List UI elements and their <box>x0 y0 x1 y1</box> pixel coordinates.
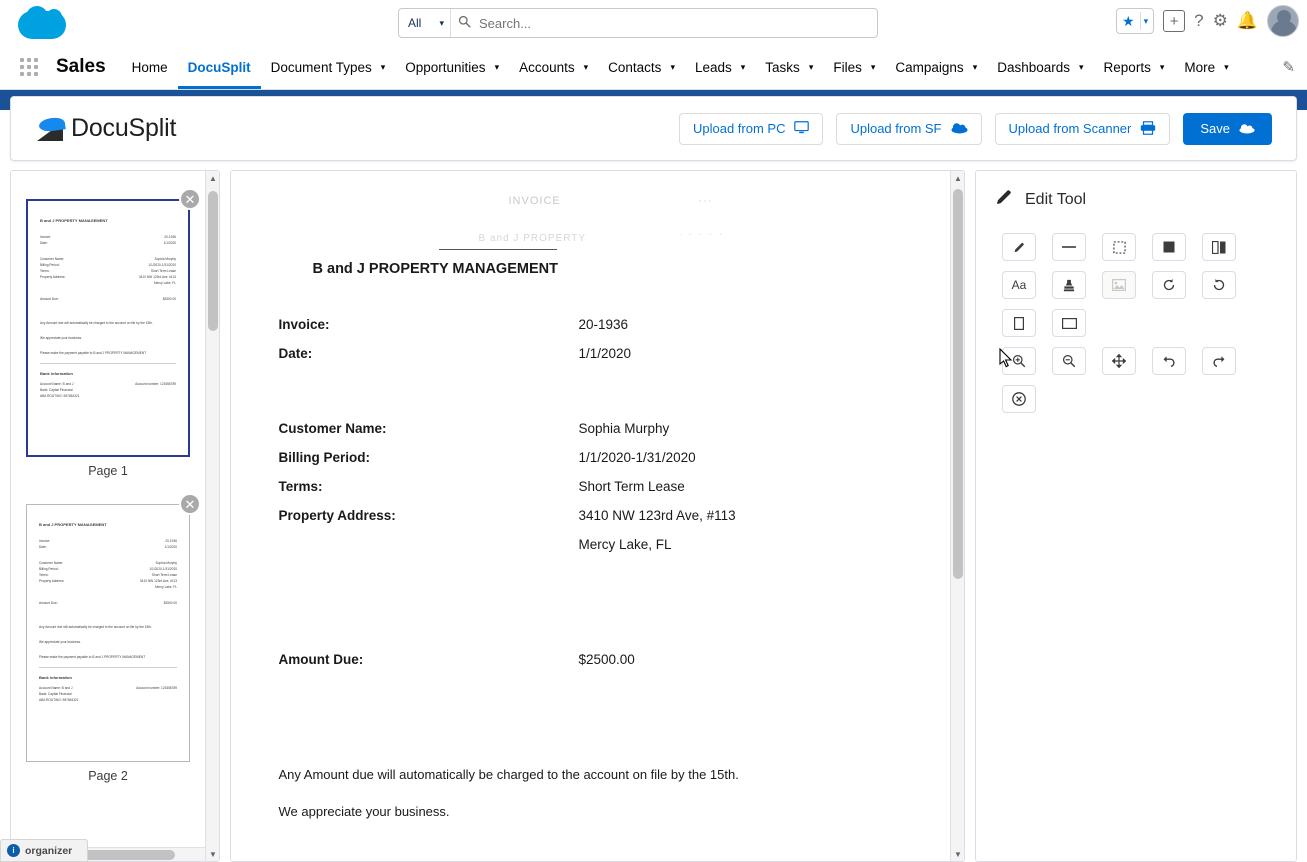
field-value: 3410 NW 123rd Ave, #113 <box>578 508 736 523</box>
mini-note: Any Amount due will automatically be charged to the account on file by the 15th. <box>39 625 152 630</box>
mini-footer-title: Bank information <box>40 371 73 377</box>
app-navigation-bar <box>0 45 1307 90</box>
nav-item-files[interactable] <box>823 45 885 89</box>
remove-page-icon[interactable] <box>179 188 201 210</box>
chevron-down-icon: ▾ <box>1143 15 1149 26</box>
button-label: Upload from Scanner <box>1008 121 1132 136</box>
mini-value: Mercy Lake, FL <box>155 585 177 590</box>
favorites-button[interactable] <box>1116 8 1154 34</box>
docusplit-toolbar <box>10 96 1297 161</box>
scroll-down-arrow-icon[interactable]: ▼ <box>209 849 217 859</box>
header-actions <box>1116 5 1299 37</box>
toolbar-actions <box>679 113 1296 145</box>
document-field-property-address-line2 <box>279 537 899 552</box>
image-tool-button[interactable] <box>1102 271 1136 299</box>
fill-rectangle-tool-button[interactable] <box>1152 233 1186 261</box>
mini-note: We appreciate your business. <box>39 640 81 645</box>
thumbnail-content <box>28 201 188 455</box>
thumbnails-scroll-area <box>11 171 205 861</box>
undo-tool-button[interactable] <box>1152 347 1186 375</box>
mini-label: Date: <box>39 544 47 549</box>
mini-label: Bank: Capital Financial <box>39 692 72 697</box>
edit-tool-header <box>994 187 1278 213</box>
page-thumbnails-panel <box>10 170 220 862</box>
page-portrait-tool-button[interactable] <box>1002 309 1036 337</box>
mini-footer-title: Bank information <box>39 675 72 681</box>
document-rule <box>439 249 557 250</box>
mini-label: ABA ROUTING: 987654321 <box>40 394 80 399</box>
mini-value: 20-1936 <box>165 538 177 543</box>
thumbnail-caption: Page 2 <box>88 769 128 783</box>
faint-subheader-left: B and J PROPERTY <box>478 233 587 244</box>
cloud-icon <box>951 122 968 136</box>
waffle-icon <box>20 58 38 76</box>
divider <box>1140 12 1141 30</box>
line-tool-button[interactable] <box>1052 233 1086 261</box>
mini-label: Property Address: <box>39 578 65 583</box>
star-icon: ★ <box>1122 12 1135 29</box>
button-label: Upload from PC <box>692 121 786 136</box>
nav-item-dashboards[interactable] <box>987 45 1093 89</box>
nav-item-label: Opportunities <box>405 59 486 75</box>
clear-tool-button[interactable] <box>1002 385 1036 413</box>
nav-item-campaigns[interactable] <box>885 45 987 89</box>
document-field-property-address <box>279 508 899 523</box>
mini-value: Mercy Lake, FL <box>154 281 176 286</box>
split-page-tool-button[interactable] <box>1202 233 1236 261</box>
nav-item-label: Leads <box>694 59 732 75</box>
stamp-tool-button[interactable] <box>1052 271 1086 299</box>
app-launcher-button[interactable] <box>10 45 48 89</box>
chevron-down-icon: ▾ <box>808 61 814 72</box>
field-label: Invoice: <box>278 317 330 332</box>
plus-icon[interactable] <box>1163 10 1185 32</box>
nav-item-label: More <box>1184 59 1216 75</box>
workspace <box>10 170 1297 862</box>
question-mark-icon[interactable] <box>1194 11 1203 31</box>
mini-label: Amount Due: <box>40 297 59 302</box>
organizer-status-badge[interactable] <box>0 839 88 862</box>
save-button[interactable] <box>1183 113 1272 145</box>
field-value: $2500.00 <box>578 652 635 667</box>
organizer-label: organizer <box>25 844 73 857</box>
mini-value: 20-1936 <box>164 234 176 239</box>
chevron-down-icon: ▾ <box>870 61 876 72</box>
avatar[interactable] <box>1267 5 1299 37</box>
mini-title: B and J PROPERTY MANAGEMENT <box>40 218 108 223</box>
global-header <box>0 0 1307 45</box>
mini-label: ABA ROUTING: 987654321 <box>39 698 79 703</box>
upload-from-sf-button[interactable] <box>836 113 981 145</box>
mini-note: Any Amount due will automatically be charged to the account on file by the 15th. <box>40 321 153 326</box>
gear-glyph: ⚙ <box>1212 11 1228 30</box>
mini-value: Sophia Murphy <box>155 560 177 565</box>
field-label: Amount Due: <box>278 652 364 667</box>
mini-label: Property Address: <box>40 274 66 279</box>
rotate-right-tool-button[interactable] <box>1202 271 1236 299</box>
app-title: DocuSplit <box>71 114 177 142</box>
nav-items <box>122 45 1271 89</box>
close-glyph: ✕ <box>184 496 196 512</box>
mini-value: 3410 NW 123rd Ave, #113 <box>139 578 177 583</box>
mini-note: Please make the payment payable to B and J PROPERTY MANAGEMENT <box>39 655 146 660</box>
nav-item-label: Tasks <box>765 59 800 75</box>
remove-page-icon[interactable] <box>179 493 201 515</box>
nav-item-label: Files <box>833 59 862 75</box>
mini-label: Date: <box>40 240 48 245</box>
field-label <box>279 537 579 552</box>
nav-item-tasks[interactable] <box>755 45 823 89</box>
nav-item-label: Home <box>131 59 168 75</box>
mini-value: Account number: 123456789 <box>136 685 177 690</box>
mini-value: 3410 NW 123rd Ave, #113 <box>138 274 176 279</box>
nav-item-label: Reports <box>1103 59 1151 75</box>
thumbnail-page-1[interactable] <box>26 191 196 478</box>
mini-label: Terms: <box>40 268 50 273</box>
mini-label: Amount Due: <box>39 601 58 606</box>
document-vertical-scrollbar[interactable] <box>950 171 964 861</box>
mini-value: Sophia Murphy <box>154 256 176 261</box>
edit-tool-title: Edit Tool <box>1025 191 1087 208</box>
mini-title: B and J PROPERTY MANAGEMENT <box>39 522 107 527</box>
bell-icon[interactable] <box>1237 11 1258 31</box>
zoom-in-tool-button[interactable] <box>1002 347 1036 375</box>
close-glyph: ✕ <box>184 191 196 207</box>
nav-item-label: Campaigns <box>895 59 964 75</box>
document-field-date <box>279 346 899 361</box>
scroll-down-arrow-icon[interactable]: ▼ <box>954 849 962 859</box>
chevron-down-icon: ▾ <box>972 61 978 72</box>
upload-from-pc-button[interactable] <box>679 113 823 145</box>
mini-note: We appreciate your business. <box>40 336 82 341</box>
mini-label: Invoice: <box>39 538 50 543</box>
nav-item-accounts[interactable] <box>509 45 598 89</box>
document-content <box>278 195 899 819</box>
text-tool-glyph: Aa <box>1011 278 1027 292</box>
thumbnail-image[interactable] <box>26 199 190 457</box>
pan-tool-button[interactable] <box>1102 347 1136 375</box>
thumbnail-page-2[interactable] <box>26 496 196 783</box>
document-field-customer-name <box>279 421 899 436</box>
scrollbar-thumb[interactable] <box>953 189 963 579</box>
edit-tool-panel <box>975 170 1297 862</box>
document-page[interactable] <box>231 171 946 861</box>
nav-item-home[interactable] <box>122 45 178 89</box>
field-value: 1/1/2020-1/31/2020 <box>578 450 696 465</box>
chevron-down-icon: ▾ <box>380 61 386 72</box>
search-icon <box>451 15 477 31</box>
thumbnail-content <box>27 505 189 761</box>
plus-glyph: + <box>1169 12 1179 30</box>
document-field-billing-period <box>279 450 899 465</box>
document-heading: B and J PROPERTY MANAGEMENT <box>312 261 558 277</box>
field-label: Property Address: <box>278 508 396 523</box>
app-name: Sales <box>56 56 106 77</box>
field-value: 1/1/2020 <box>578 346 632 361</box>
chevron-down-icon: ▾ <box>494 61 500 72</box>
nav-item-opportunities[interactable] <box>395 45 509 89</box>
page-landscape-tool-button[interactable] <box>1052 309 1086 337</box>
mini-label <box>40 280 105 286</box>
chevron-down-icon: ▾ <box>740 61 746 72</box>
help-glyph: ? <box>1194 11 1204 30</box>
nav-item-reports[interactable] <box>1094 45 1175 89</box>
button-label: Upload from SF <box>850 121 942 136</box>
field-value: Sophia Murphy <box>578 421 670 436</box>
field-label: Billing Period: <box>278 450 371 465</box>
salesforce-cloud-logo[interactable] <box>18 6 70 40</box>
docusplit-logo-icon <box>37 117 67 141</box>
chevron-down-icon: ▾ <box>439 17 444 28</box>
search-input[interactable] <box>477 15 877 32</box>
mini-value: Short Term Lease <box>150 268 176 273</box>
mini-label: Billing Period: <box>40 262 60 267</box>
mini-value: 1/1/2020 <box>163 240 176 245</box>
mini-label: Customer Name: <box>39 560 64 565</box>
chevron-down-icon: ▾ <box>670 61 675 72</box>
mini-value: Account number: 123456789 <box>135 381 176 386</box>
document-field-amount-due <box>279 652 899 667</box>
button-label: Save <box>1200 121 1230 136</box>
mini-value: 1/1/2020 <box>164 544 177 549</box>
mini-label: Invoice: <box>40 234 51 239</box>
nav-item-label: DocuSplit <box>187 59 251 75</box>
nav-item-document-types[interactable] <box>261 45 396 89</box>
global-search[interactable] <box>398 8 878 38</box>
info-icon: i <box>7 844 20 857</box>
upload-from-scanner-button[interactable] <box>995 113 1171 145</box>
search-scope-label: All <box>408 16 422 30</box>
mini-value: 1/1/2020-1/31/2020 <box>148 262 176 267</box>
chevron-down-icon: ▾ <box>583 61 589 72</box>
scroll-up-arrow-icon[interactable]: ▲ <box>954 173 962 183</box>
pen-tool-button[interactable] <box>1002 233 1036 261</box>
redo-tool-button[interactable] <box>1202 347 1236 375</box>
mini-value: 1/1/2020-1/31/2020 <box>149 566 177 571</box>
mini-value: Short Term Lease <box>151 572 177 577</box>
search-scope-selector[interactable] <box>399 9 451 37</box>
chevron-down-icon: ▾ <box>1079 61 1084 72</box>
faint-header-left: INVOICE <box>508 195 561 207</box>
field-label: Terms: <box>278 479 323 494</box>
mini-label: Bank: Capital Financial <box>40 388 73 393</box>
text-tool-button[interactable] <box>1002 271 1036 299</box>
field-value: 20-1936 <box>578 317 629 332</box>
nav-item-more[interactable] <box>1174 45 1238 89</box>
mini-label: Account Name: B and J <box>40 381 74 386</box>
mini-note: Please make the payment payable to B and J PROPERTY MANAGEMENT <box>40 351 147 356</box>
mini-label: Billing Period: <box>39 566 59 571</box>
document-field-terms <box>279 479 899 494</box>
field-label: Date: <box>278 346 313 361</box>
bell-glyph: 🔔 <box>1236 11 1258 30</box>
mini-label: Account Name: B and J <box>39 685 73 690</box>
faint-subheader-right: · · · · · <box>678 229 725 240</box>
mini-label <box>39 584 105 590</box>
nav-item-label: Dashboards <box>997 59 1071 75</box>
gear-icon[interactable] <box>1213 11 1228 31</box>
edit-navigation-pencil-icon[interactable] <box>1270 45 1307 89</box>
field-value: Mercy Lake, FL <box>578 537 672 552</box>
thumbnails-vertical-scrollbar[interactable] <box>205 171 219 861</box>
field-label: Customer Name: <box>278 421 387 436</box>
pencil-glyph: ✎ <box>1282 59 1295 76</box>
mini-value: $2500.00 <box>162 297 176 302</box>
monitor-icon <box>794 121 809 136</box>
edit-tool-grid <box>994 233 1278 413</box>
mini-value: $2500.00 <box>163 601 177 606</box>
thumbnail-image[interactable] <box>26 504 190 762</box>
chevron-down-icon: ▾ <box>1159 61 1165 72</box>
document-viewer[interactable] <box>230 170 965 862</box>
printer-icon <box>1140 121 1156 137</box>
nav-item-label: Accounts <box>519 59 575 75</box>
document-field-invoice <box>279 317 899 332</box>
pencil-icon <box>994 187 1014 213</box>
marquee-select-tool-button[interactable] <box>1102 233 1136 261</box>
nav-item-leads[interactable] <box>685 45 755 89</box>
mini-label: Customer Name: <box>40 256 65 261</box>
thumbnail-caption: Page 1 <box>88 464 128 478</box>
scrollbar-thumb[interactable] <box>208 191 218 331</box>
nav-item-label: Document Types <box>270 59 372 75</box>
rotate-left-tool-button[interactable] <box>1152 271 1186 299</box>
zoom-out-tool-button[interactable] <box>1052 347 1086 375</box>
field-value: Short Term Lease <box>578 479 685 494</box>
chevron-down-icon: ▾ <box>1224 61 1229 72</box>
document-note-1: Any Amount due will automatically be charged to the account on file by the 15th. <box>278 767 739 782</box>
scroll-up-arrow-icon[interactable]: ▲ <box>209 173 217 183</box>
docusplit-logo <box>11 114 176 143</box>
faint-header-right: ··· <box>698 195 713 207</box>
mini-label: Terms: <box>39 572 49 577</box>
save-cloud-icon <box>1239 122 1255 136</box>
document-note-2: We appreciate your business. <box>278 804 450 819</box>
nav-item-docusplit[interactable] <box>178 45 261 89</box>
nav-item-contacts[interactable] <box>598 45 685 89</box>
nav-item-label: Contacts <box>608 59 662 75</box>
